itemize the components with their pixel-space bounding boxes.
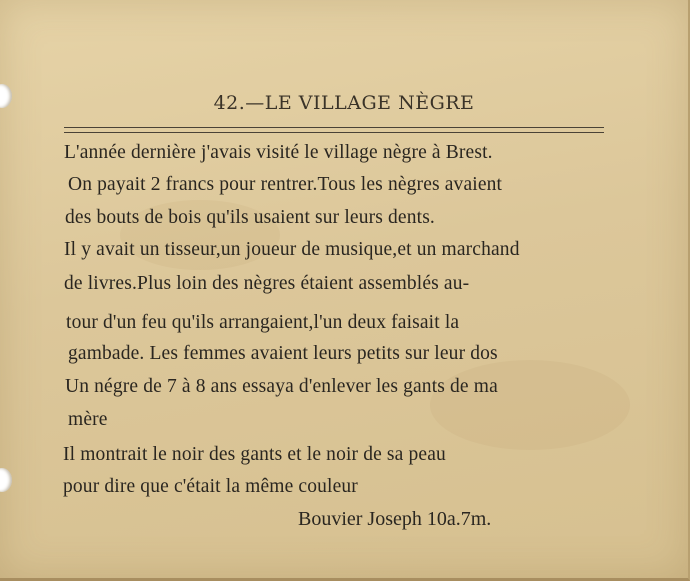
title-rule [64, 127, 604, 128]
text-line: gambade. Les femmes avaient leurs petits sur leur dos [68, 343, 498, 364]
author-signature: Bouvier Joseph 10a.7m. [298, 508, 492, 530]
text-line: L'année dernière j'avais visité le village nègre à Brest. [64, 142, 493, 163]
text-line: des bouts de bois qu'ils usaient sur leurs dents. [65, 207, 435, 228]
text-line: pour dire que c'était la même couleur [63, 476, 358, 497]
text-line: On payait 2 francs pour rentrer.Tous les nègres avaient [68, 174, 503, 195]
document-title: 42.—LE VILLAGE NÈGRE [213, 92, 475, 114]
paper-stain [430, 360, 630, 450]
text-line: de livres.Plus loin des nègres étaient assemblés au- [64, 273, 470, 294]
text-line: Un négre de 7 à 8 ans essaya d'enlever les gants de ma [65, 376, 498, 397]
text-line: Il montrait le noir des gants et le noir de sa peau [63, 444, 446, 465]
punch-hole [0, 468, 12, 492]
text-line: tour d'un feu qu'ils arrangaient,l'un deux faisait la [66, 312, 460, 333]
title-rule [64, 132, 604, 133]
text-line: mère [68, 409, 108, 430]
text-line: Il y avait un tisseur,un joueur de musique,et un marchand [64, 239, 520, 260]
